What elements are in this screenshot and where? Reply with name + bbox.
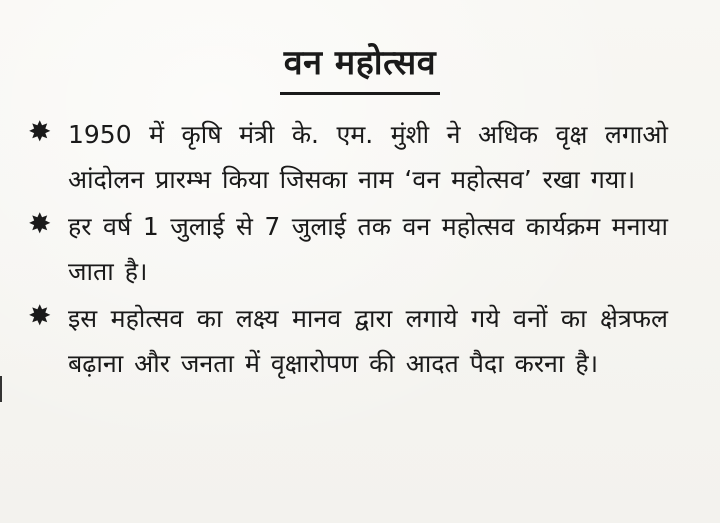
- star-bullet-icon: ✸: [28, 115, 52, 148]
- list-item-text: इस महोत्सव का लक्ष्य मानव द्वारा लगाये गये वनों का क्षेत्रफल बढ़ाना और जनता में वृक्षारोपण की आदत पैदा करना है।: [68, 304, 668, 378]
- list-item: [28, 112, 668, 202]
- list-item-text: हर वर्ष 1 जुलाई से 7 जुलाई तक वन महोत्सव कार्यक्रम मनाया जाता है।: [68, 212, 668, 286]
- star-bullet-icon: ✸: [28, 299, 52, 332]
- star-bullet-icon: ✸: [28, 207, 52, 240]
- page-edge-mark: [0, 376, 2, 402]
- bullet-list: [28, 112, 668, 388]
- list-item: [28, 296, 668, 386]
- list-item: [28, 204, 668, 294]
- page-title: [0, 38, 720, 95]
- list-item-text: 1950 में कृषि मंत्री के. एम. मुंशी ने अधिक वृक्ष लगाओ आंदोलन प्रारम्भ किया जिसका नाम ‘वन महोत्सव’ रखा गया।: [68, 120, 668, 194]
- title-text: वन महोत्सव: [280, 38, 440, 95]
